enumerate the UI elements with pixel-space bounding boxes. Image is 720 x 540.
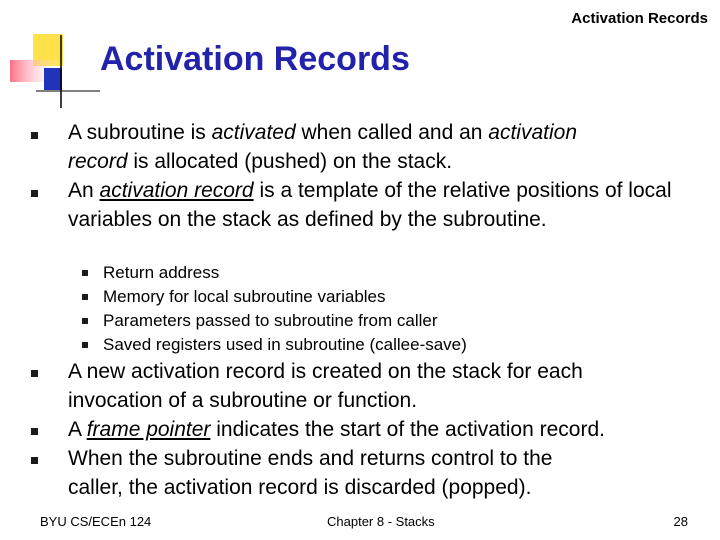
footer-chapter: Chapter 8 - Stacks xyxy=(327,514,435,529)
bullet-text: An activation record is a template of the relative positions of local variables on the stack as defined by the subroutine. xyxy=(68,179,672,231)
bullet-marker xyxy=(31,428,38,435)
sub-bullet-text: Parameters passed to subroutine from caller xyxy=(103,311,438,330)
slide-title: Activation Records xyxy=(100,40,410,78)
footer-page-number: 28 xyxy=(673,514,688,529)
sub-bullet-text: Memory for local subroutine variables xyxy=(103,287,386,306)
sub-bullet-marker xyxy=(82,294,88,300)
bullet-marker xyxy=(31,370,38,377)
footer-course: BYU CS/ECEn 124 xyxy=(40,514,152,529)
slide-header-title: Activation Records xyxy=(571,10,708,27)
bullet-text: When the subroutine ends and returns control to the caller, the activation record is discarded (popped). xyxy=(68,447,553,499)
sub-bullet-marker xyxy=(82,342,88,348)
decorative-logo xyxy=(0,0,100,110)
sub-bullet-text: Return address xyxy=(103,263,220,282)
sub-bullet-marker xyxy=(82,318,88,324)
bullet-text: A new activation record is created on the stack for each invocation of a subroutine or function. xyxy=(68,360,583,412)
logo-blue-square xyxy=(44,68,62,90)
bullet-marker xyxy=(31,132,38,139)
sub-bullet-text: Saved registers used in subroutine (callee-save) xyxy=(103,335,467,354)
sub-bullet-marker xyxy=(82,270,88,276)
bullet-text: A subroutine is activated when called and an activation record is allocated (pushed) on the stack. xyxy=(68,121,578,173)
bullet-marker xyxy=(31,190,38,197)
bullet-text: A frame pointer indicates the start of the activation record. xyxy=(68,418,605,441)
bullet-marker xyxy=(31,457,38,464)
